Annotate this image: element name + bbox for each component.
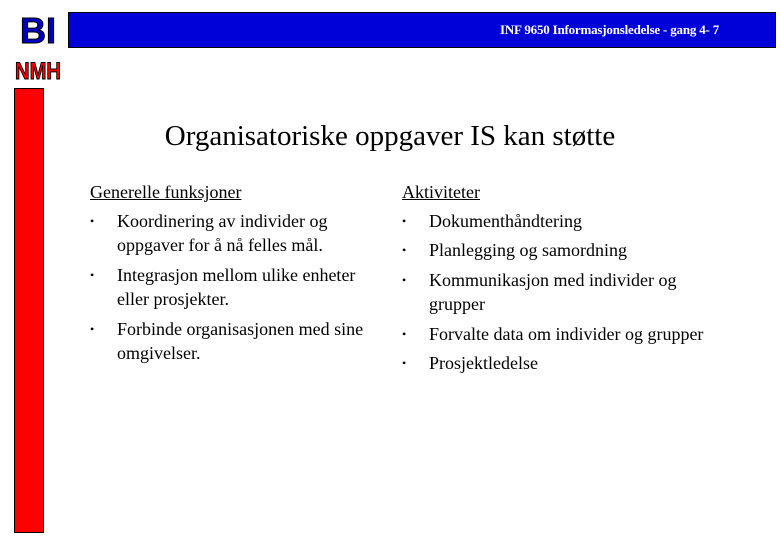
list-item: • Planlegging og samordning: [402, 238, 722, 263]
bullet-icon: •: [90, 267, 95, 282]
list-item: • Integrasjon mellom ulike enheter eller prosjekter.: [90, 264, 356, 309]
list-item: • Kommunikasjon med individer og grupper: [402, 269, 677, 314]
bullet-icon: •: [402, 213, 407, 228]
list-item: • Prosjektledelse: [402, 351, 722, 376]
left-list: [90, 209, 380, 366]
slide-title: Organisatoriske oppgaver IS kan støtte: [164, 120, 616, 152]
bullet-icon: •: [90, 321, 95, 336]
header-band: [68, 12, 776, 48]
bullet-icon: •: [402, 272, 407, 287]
left-column: [90, 180, 380, 371]
bi-logo: [14, 10, 62, 51]
list-item: • Forvalte data om individer og grupper: [402, 322, 722, 347]
nmh-logo-text: NMH: [15, 58, 61, 85]
bi-logo-text: BI: [20, 10, 56, 51]
red-sidebar: [14, 88, 44, 533]
bullet-icon: •: [402, 326, 407, 341]
bullet-icon: •: [402, 356, 407, 370]
right-heading: Aktiviteter: [402, 182, 480, 202]
course-title: INF 9650 Informasjonsledelse - gang 4- 7: [499, 22, 719, 37]
nmh-logo: [14, 54, 62, 84]
list-item: • Koordinering av individer og oppgaver for å nå felles mål.: [90, 210, 328, 255]
right-column: [402, 180, 722, 381]
right-list: [402, 209, 722, 376]
left-heading: Generelle funksjoner: [90, 182, 242, 202]
bullet-icon: •: [402, 243, 407, 257]
bullet-icon: •: [90, 213, 95, 228]
list-item: • Forbinde organisasjonen med sine omgivelser.: [90, 318, 364, 363]
list-item: • Dokumenthåndtering: [402, 209, 722, 234]
